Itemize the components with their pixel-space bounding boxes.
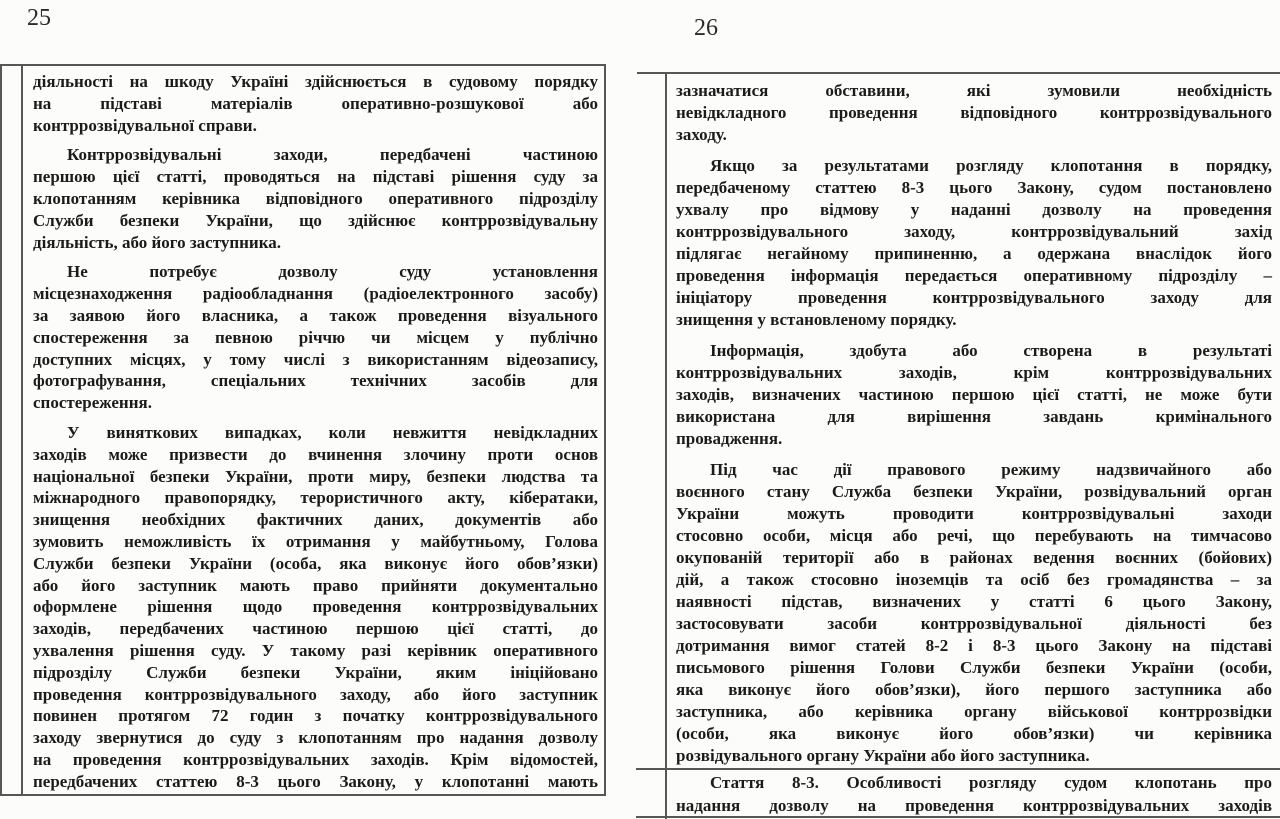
text-line: діяльність, або його заступника. (33, 232, 281, 252)
text-line: розвідувального органу України або його заступника. (676, 746, 1090, 765)
text-line: підлягає негайному припиненню, а одержана внаслідок його (676, 244, 1272, 263)
text-line: окупованій території або в районах ведення воєнних (бойових) (676, 548, 1272, 567)
page-26-table-bottom-border (636, 816, 1280, 818)
paragraph (676, 155, 1272, 331)
text-line: міжнародного правопорядку, терористичного акту, кібератаки, (33, 488, 598, 508)
text-line: оформлене рішення щодо проведення контррозвідувальних (33, 597, 598, 617)
text-line: контррозвідувальної справи. (33, 115, 257, 135)
text-line: місцезнаходження радіообладнання (радіоелектронного засобу) (33, 284, 598, 304)
text-line: наявності підстав, визначених у статті 6 цього Закону, (676, 592, 1272, 611)
page-25-table-bottom-border (0, 794, 606, 796)
page-26-text-cell-row-1 (667, 74, 1280, 768)
paragraph (33, 144, 598, 253)
text-line: зумовить неможливість їх отримання у майбутньому, Голова (33, 531, 598, 551)
text-line: Контррозвідувальні заходи, передбачені частиною (67, 145, 598, 165)
page-number-25: 25 (27, 5, 51, 31)
text-line: невідкладного проведення відповідного контррозвідувального (676, 103, 1272, 122)
text-line: повинен протягом 72 годин з початку контррозвідувального (33, 706, 598, 726)
text-line: Служби безпеки України, що здійснює контррозвідувальну (33, 210, 598, 230)
text-line: стосовно особи, місця або речі, що перебувають на тимчасово (676, 526, 1272, 545)
text-line: зазначатися обставини, які зумовили необхідність (676, 81, 1272, 100)
text-line: Не потребує дозволу суду установлення (67, 262, 598, 282)
text-line: воєнного стану Служба безпеки України, розвідувальний орган (676, 482, 1272, 501)
text-line: підрозділу Служби безпеки України, яким ініційовано (33, 662, 598, 682)
paragraph (676, 771, 1272, 816)
text-line: провадження. (676, 429, 783, 448)
text-line: на підставі матеріалів оперативно-розшукової або (33, 93, 598, 113)
page-25-text-cell (23, 66, 604, 794)
text-line: на проведення контррозвідувальних заходів. Крім відомостей, (33, 749, 598, 769)
text-line: заходів, визначених частиною першою цієї статті, не може бути (676, 385, 1272, 404)
text-line: Служби безпеки України (особа, яка виконує його обов’язки) (33, 553, 598, 573)
page-number-26: 26 (694, 15, 718, 41)
text-line: заходу звернутися до суду з клопотанням про надання дозволу (33, 728, 598, 748)
text-line: першою цієї статті, проводяться на підставі рішення суду за (33, 167, 598, 187)
text-line: заходів, передбачених частиною першою цієї статті, до (33, 619, 598, 639)
text-line: яка виконує його обов’язки), його першого заступника або (676, 680, 1272, 699)
text-line: проведення контррозвідувального заходу, або його заступник (33, 684, 598, 704)
text-line: дій, а також стосовно іноземців та осіб без громадянства – за (676, 570, 1272, 589)
text-line: У виняткових випадках, коли невжиття невідкладних (67, 422, 598, 442)
text-line: надання дозволу на проведення контррозвідувальних заходів (676, 796, 1272, 815)
text-line: знищення у встановленому порядку. (676, 310, 957, 329)
page-25-table-right-border (604, 64, 606, 796)
page-26-text-cell-row-2 (667, 770, 1280, 816)
text-line: за заявою його власника, а також проведення візуального (33, 305, 598, 325)
text-line: Інформація, здобута або створена в результаті (710, 341, 1272, 360)
paragraph (676, 80, 1272, 146)
paragraph (676, 340, 1272, 450)
text-line: письмового рішення Голови Служби безпеки України (особи, (676, 658, 1272, 677)
text-line: ініціатору проведення контррозвідувального заходу для (676, 288, 1272, 307)
text-line: передбаченому статтею 8-3 цього Закону, судом постановлено (676, 178, 1272, 197)
text-line: знищення необхідних фактичних даних, документів або (33, 510, 598, 530)
paragraph (33, 422, 598, 793)
text-line: заходів може призвести до вчинення злочину проти основ (33, 444, 598, 464)
page-25-table-left-border (0, 64, 2, 796)
text-line: заступника, або керівника органу військової контррозвідки (676, 702, 1272, 721)
text-line: доступних місцях, у тому числі з використанням відеозапису, (33, 349, 598, 369)
text-line: України можуть проводити контррозвідувальні заходи (676, 504, 1272, 523)
text-line: спостереження за певною річчю чи місцем у публічно (33, 327, 598, 347)
text-line: або його заступник мають право прийняти документально (33, 575, 598, 595)
paragraph (676, 459, 1272, 767)
text-line: Якщо за результатами розгляду клопотання в порядку, (710, 156, 1272, 175)
text-line: фотографування, спеціальних технічних засобів для (33, 371, 598, 391)
text-line: застосовувати засоби контррозвідувальної діяльності без (676, 614, 1272, 633)
text-line: використана для вирішення завдань кримінального (676, 407, 1272, 426)
text-line: проведення інформація передається оперативному підрозділу – (676, 266, 1272, 285)
text-line: ухвалення рішення суду. У такому разі керівник оперативного (33, 640, 598, 660)
text-line: діяльності на шкоду Україні здійснюється в судовому порядку (33, 72, 598, 91)
text-line: контррозвідувального заходу, контррозвідувальний захід (676, 222, 1272, 241)
paragraph (33, 261, 598, 414)
text-line: Під час дії правового режиму надзвичайного або (710, 460, 1272, 479)
paragraph (33, 71, 598, 136)
text-line: національної безпеки України, проти миру, безпеки людства та (33, 466, 598, 486)
text-line: контррозвідувальних заходів, крім контррозвідувальних (676, 363, 1272, 382)
text-line: заходу. (676, 125, 727, 144)
text-line: (особи, яка виконує його обов’язки) чи керівника (676, 724, 1272, 743)
text-line: дотримання вимог статей 8-2 і 8-3 цього Закону на підставі (676, 636, 1272, 655)
text-line: ухвалу про відмову у наданні дозволу на проведення (676, 200, 1272, 219)
text-line: спостереження. (33, 393, 152, 413)
text-line: Стаття 8-3. Особливості розгляду судом клопотань про (710, 773, 1272, 792)
text-line: передбачених статтею 8-3 цього Закону, у клопотанні мають (33, 771, 598, 791)
text-line: клопотанням керівника відповідного оперативного підрозділу (33, 188, 598, 208)
